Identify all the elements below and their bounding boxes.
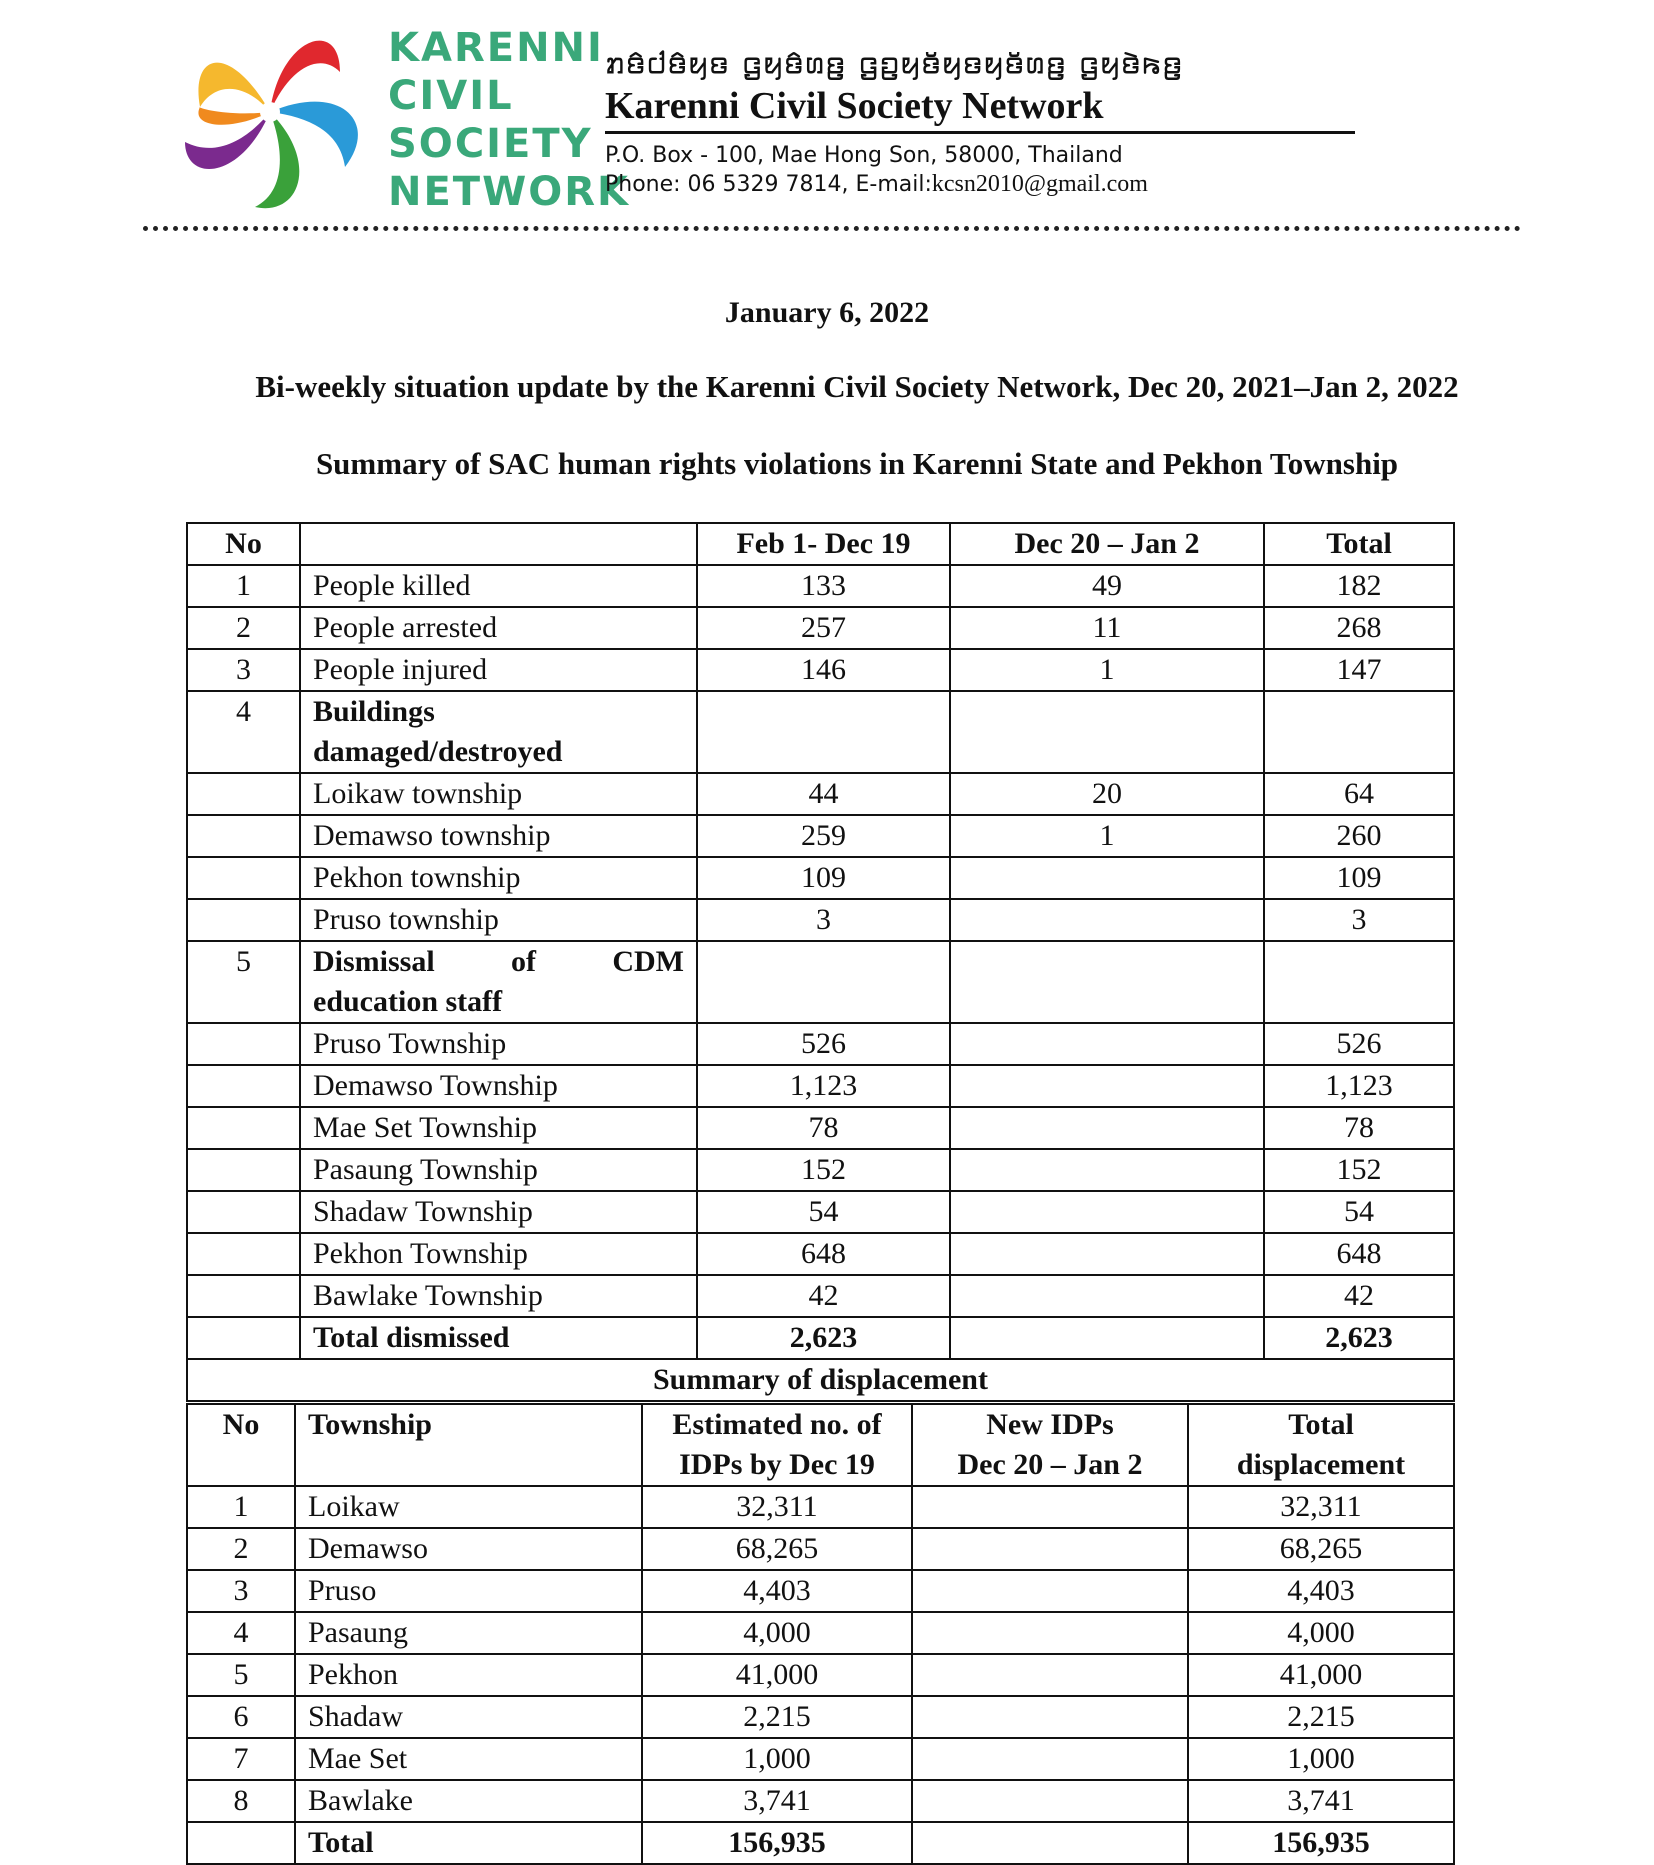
row-number bbox=[187, 815, 300, 857]
township-name: Mae Set bbox=[295, 1738, 642, 1780]
table-row bbox=[187, 1696, 1454, 1738]
cell-total: 68,265 bbox=[1188, 1528, 1454, 1570]
row-label: Pruso township bbox=[300, 899, 697, 941]
cell-value bbox=[950, 1107, 1264, 1149]
township-name: Loikaw bbox=[295, 1486, 642, 1528]
cell-value: 152 bbox=[697, 1149, 950, 1191]
document-subtitle: Summary of SAC human rights violations in Karenni State and Pekhon Township bbox=[315, 446, 1399, 481]
cell-total: 3 bbox=[1264, 899, 1454, 941]
cell-value bbox=[950, 1317, 1264, 1359]
row-number: 1 bbox=[187, 1486, 295, 1528]
row-label: Demawso township bbox=[300, 815, 697, 857]
cell-total: 42 bbox=[1264, 1275, 1454, 1317]
table-row bbox=[187, 1191, 1454, 1233]
row-number: 5 bbox=[187, 941, 300, 1023]
township-name: Bawlake bbox=[295, 1780, 642, 1822]
section-label-word: of bbox=[511, 945, 537, 978]
table-header-row bbox=[187, 1404, 1454, 1486]
empty-cell bbox=[1264, 691, 1454, 773]
column-header bbox=[1188, 1404, 1454, 1486]
cell-value: 4,000 bbox=[642, 1612, 912, 1654]
cell-total: 32,311 bbox=[1188, 1486, 1454, 1528]
table-row bbox=[187, 1570, 1454, 1612]
cell-total: 78 bbox=[1264, 1107, 1454, 1149]
table-row bbox=[187, 1233, 1454, 1275]
row-number bbox=[187, 1822, 295, 1864]
township-name: Pruso bbox=[295, 1570, 642, 1612]
cell-total: 526 bbox=[1264, 1023, 1454, 1065]
table-caption-row bbox=[187, 1359, 1454, 1401]
row-number bbox=[187, 1107, 300, 1149]
cell-value: 44 bbox=[697, 773, 950, 815]
row-number: 2 bbox=[187, 1528, 295, 1570]
row-label: Pekhon township bbox=[300, 857, 697, 899]
row-number bbox=[187, 1191, 300, 1233]
cell-value bbox=[950, 1065, 1264, 1107]
cell-value: 2,215 bbox=[642, 1696, 912, 1738]
org-name: Karenni Civil Society Network bbox=[605, 85, 1104, 127]
cell-value: 109 bbox=[697, 857, 950, 899]
row-number: 3 bbox=[187, 1570, 295, 1612]
township-name: Pasaung bbox=[295, 1612, 642, 1654]
cell-value bbox=[912, 1654, 1188, 1696]
letterhead bbox=[170, 12, 1530, 222]
section-label bbox=[300, 941, 697, 1023]
row-number bbox=[187, 1023, 300, 1065]
document-date: January 6, 2022 bbox=[724, 296, 930, 329]
cell-value bbox=[950, 1233, 1264, 1275]
displacement-section-title: Summary of displacement bbox=[187, 1359, 1454, 1401]
cell-total: 182 bbox=[1264, 565, 1454, 607]
table-row bbox=[187, 899, 1454, 941]
cell-value: 20 bbox=[950, 773, 1264, 815]
table-row bbox=[187, 1738, 1454, 1780]
row-label: Mae Set Township bbox=[300, 1107, 697, 1149]
row-label: Pekhon Township bbox=[300, 1233, 697, 1275]
row-number bbox=[187, 1275, 300, 1317]
cell-value bbox=[950, 1023, 1264, 1065]
row-label: Total dismissed bbox=[300, 1317, 697, 1359]
displacement-table bbox=[186, 1403, 1455, 1865]
table-row bbox=[187, 607, 1454, 649]
cell-total: 1,123 bbox=[1264, 1065, 1454, 1107]
cell-value bbox=[950, 1275, 1264, 1317]
dotted-divider bbox=[143, 226, 1521, 231]
row-number bbox=[187, 1233, 300, 1275]
cell-value: 49 bbox=[950, 565, 1264, 607]
row-label: Pasaung Township bbox=[300, 1149, 697, 1191]
cell-value bbox=[950, 1191, 1264, 1233]
column-header-line: displacement bbox=[1236, 1448, 1406, 1481]
column-header-line: Dec 20 – Jan 2 bbox=[957, 1448, 1143, 1481]
cell-value: 68,265 bbox=[642, 1528, 912, 1570]
row-number bbox=[187, 773, 300, 815]
cell-value: 78 bbox=[697, 1107, 950, 1149]
cell-value bbox=[950, 857, 1264, 899]
table-row bbox=[187, 1107, 1454, 1149]
email-link[interactable]: kcsn2010@gmail.com bbox=[931, 171, 1148, 197]
cell-value: 1,123 bbox=[697, 1065, 950, 1107]
cell-total: 2,623 bbox=[1264, 1317, 1454, 1359]
cell-value: 1,000 bbox=[642, 1738, 912, 1780]
cell-value bbox=[912, 1570, 1188, 1612]
row-label: Demawso Township bbox=[300, 1065, 697, 1107]
cell-value: 4,403 bbox=[642, 1570, 912, 1612]
row-label: People arrested bbox=[300, 607, 697, 649]
cell-value bbox=[912, 1696, 1188, 1738]
column-header: No bbox=[187, 1404, 295, 1486]
table-section-row bbox=[187, 691, 1454, 773]
empty-cell bbox=[950, 941, 1264, 1023]
table-row bbox=[187, 773, 1454, 815]
table-row bbox=[187, 1023, 1454, 1065]
column-header bbox=[300, 523, 697, 565]
cell-total: 260 bbox=[1264, 815, 1454, 857]
row-number: 4 bbox=[187, 691, 300, 773]
column-header bbox=[642, 1404, 912, 1486]
cell-value: 526 bbox=[697, 1023, 950, 1065]
column-header-line: Estimated no. of bbox=[672, 1408, 882, 1441]
row-number: 6 bbox=[187, 1696, 295, 1738]
table-row bbox=[187, 1780, 1454, 1822]
row-number: 4 bbox=[187, 1612, 295, 1654]
row-number: 7 bbox=[187, 1738, 295, 1780]
cell-value: 3 bbox=[697, 899, 950, 941]
column-header-line: New IDPs bbox=[986, 1408, 1114, 1441]
cell-value: 3,741 bbox=[642, 1780, 912, 1822]
column-header: Township bbox=[295, 1404, 642, 1486]
column-header-line: IDPs by Dec 19 bbox=[679, 1448, 875, 1481]
table-row bbox=[187, 1065, 1454, 1107]
column-header: Total bbox=[1264, 523, 1454, 565]
cell-value: 42 bbox=[697, 1275, 950, 1317]
logo-wordmark bbox=[388, 24, 631, 216]
row-number: 2 bbox=[187, 607, 300, 649]
violations-table bbox=[186, 522, 1455, 1402]
table-header-row bbox=[187, 523, 1454, 565]
cell-total: 4,403 bbox=[1188, 1570, 1454, 1612]
cell-value: 54 bbox=[697, 1191, 950, 1233]
table-total-row bbox=[187, 1317, 1454, 1359]
township-name: Demawso bbox=[295, 1528, 642, 1570]
cell-total: 648 bbox=[1264, 1233, 1454, 1275]
cell-value: 146 bbox=[697, 649, 950, 691]
cell-value bbox=[950, 1149, 1264, 1191]
cell-value bbox=[912, 1738, 1188, 1780]
cell-value: 257 bbox=[697, 607, 950, 649]
cell-total: 64 bbox=[1264, 773, 1454, 815]
cell-value: 259 bbox=[697, 815, 950, 857]
cell-total: 1,000 bbox=[1188, 1738, 1454, 1780]
org-info bbox=[605, 40, 1355, 199]
table-row bbox=[187, 857, 1454, 899]
cell-value: 2,623 bbox=[697, 1317, 950, 1359]
row-number bbox=[187, 1065, 300, 1107]
table-row bbox=[187, 1654, 1454, 1696]
cell-value: 1 bbox=[950, 815, 1264, 857]
section-label-line: damaged/destroyed bbox=[313, 735, 563, 768]
row-label: Shadaw Township bbox=[300, 1191, 697, 1233]
org-name-script: ꤊꤢꤨꤓꤢꤨꤟꤢ ꤞꤟꤢꤨꤛꤢ꤬ ꤞꤑꤟꤢꤩꤟꤢꤟꤢꤩꤛꤢ꤬ ꤞꤟꤢꤧꤒꤢ꤬ bbox=[605, 42, 1184, 81]
row-number: 5 bbox=[187, 1654, 295, 1696]
column-header bbox=[912, 1404, 1188, 1486]
table-row bbox=[187, 815, 1454, 857]
org-contact bbox=[605, 170, 1355, 199]
phone-text: Phone: 06 5329 7814, E-mail: bbox=[605, 172, 932, 197]
cell-total: 109 bbox=[1264, 857, 1454, 899]
empty-cell bbox=[950, 691, 1264, 773]
cell-value bbox=[912, 1822, 1188, 1864]
cell-value: 41,000 bbox=[642, 1654, 912, 1696]
document-title: Bi-weekly situation update by the Karenni Civil Society Network, Dec 20, 2021–Jan 2, 2022 bbox=[255, 369, 1459, 404]
cell-total: 4,000 bbox=[1188, 1612, 1454, 1654]
cell-value bbox=[912, 1528, 1188, 1570]
table-section-row bbox=[187, 941, 1454, 1023]
cell-total: 268 bbox=[1264, 607, 1454, 649]
logo-line: SOCIETY bbox=[388, 121, 593, 167]
row-number: 8 bbox=[187, 1780, 295, 1822]
cell-value bbox=[912, 1780, 1188, 1822]
table-total-row bbox=[187, 1822, 1454, 1864]
cell-value bbox=[912, 1612, 1188, 1654]
cell-total: 54 bbox=[1264, 1191, 1454, 1233]
cell-value: 1 bbox=[950, 649, 1264, 691]
row-number bbox=[187, 1149, 300, 1191]
cell-total: 3,741 bbox=[1188, 1780, 1454, 1822]
cell-value bbox=[950, 899, 1264, 941]
empty-cell bbox=[1264, 941, 1454, 1023]
column-header-line: Total bbox=[1288, 1408, 1354, 1441]
township-name: Total bbox=[295, 1822, 642, 1864]
org-address: P.O. Box - 100, Mae Hong Son, 58000, Thailand bbox=[605, 143, 1123, 168]
township-name: Shadaw bbox=[295, 1696, 642, 1738]
township-name: Pekhon bbox=[295, 1654, 642, 1696]
column-header: No bbox=[187, 523, 300, 565]
table-row bbox=[187, 1612, 1454, 1654]
empty-cell bbox=[697, 691, 950, 773]
kcsn-logo bbox=[170, 12, 631, 227]
cell-total: 2,215 bbox=[1188, 1696, 1454, 1738]
row-number bbox=[187, 1317, 300, 1359]
cell-value: 648 bbox=[697, 1233, 950, 1275]
column-header: Dec 20 – Jan 2 bbox=[950, 523, 1264, 565]
table-row bbox=[187, 1486, 1454, 1528]
section-label-word: Dismissal bbox=[313, 945, 435, 978]
table-row bbox=[187, 1149, 1454, 1191]
row-label: People killed bbox=[300, 565, 697, 607]
cell-total: 156,935 bbox=[1188, 1822, 1454, 1864]
cell-value: 156,935 bbox=[642, 1822, 912, 1864]
cell-value: 11 bbox=[950, 607, 1264, 649]
section-label bbox=[300, 691, 697, 773]
table-row bbox=[187, 565, 1454, 607]
cell-total: 152 bbox=[1264, 1149, 1454, 1191]
table-row bbox=[187, 1528, 1454, 1570]
cell-value bbox=[912, 1486, 1188, 1528]
row-number bbox=[187, 899, 300, 941]
row-number bbox=[187, 857, 300, 899]
cell-total: 41,000 bbox=[1188, 1654, 1454, 1696]
header-rule bbox=[605, 131, 1355, 134]
row-label: Bawlake Township bbox=[300, 1275, 697, 1317]
row-number: 3 bbox=[187, 649, 300, 691]
logo-line: NETWORK bbox=[388, 169, 631, 215]
section-label-word: CDM bbox=[612, 945, 684, 978]
column-header: Feb 1- Dec 19 bbox=[697, 523, 950, 565]
cell-value: 133 bbox=[697, 565, 950, 607]
row-number: 1 bbox=[187, 565, 300, 607]
row-label: People injured bbox=[300, 649, 697, 691]
row-label: Loikaw township bbox=[300, 773, 697, 815]
empty-cell bbox=[697, 941, 950, 1023]
pinwheel-logo-icon bbox=[170, 12, 385, 227]
table-row bbox=[187, 649, 1454, 691]
logo-line: KARENNI bbox=[388, 25, 604, 71]
section-label-line: education staff bbox=[313, 985, 503, 1018]
section-label-line bbox=[313, 942, 684, 982]
cell-value: 32,311 bbox=[642, 1486, 912, 1528]
row-label: Pruso Township bbox=[300, 1023, 697, 1065]
section-label-line: Buildings bbox=[313, 695, 435, 728]
logo-line: CIVIL bbox=[388, 73, 514, 119]
table-row bbox=[187, 1275, 1454, 1317]
cell-total: 147 bbox=[1264, 649, 1454, 691]
